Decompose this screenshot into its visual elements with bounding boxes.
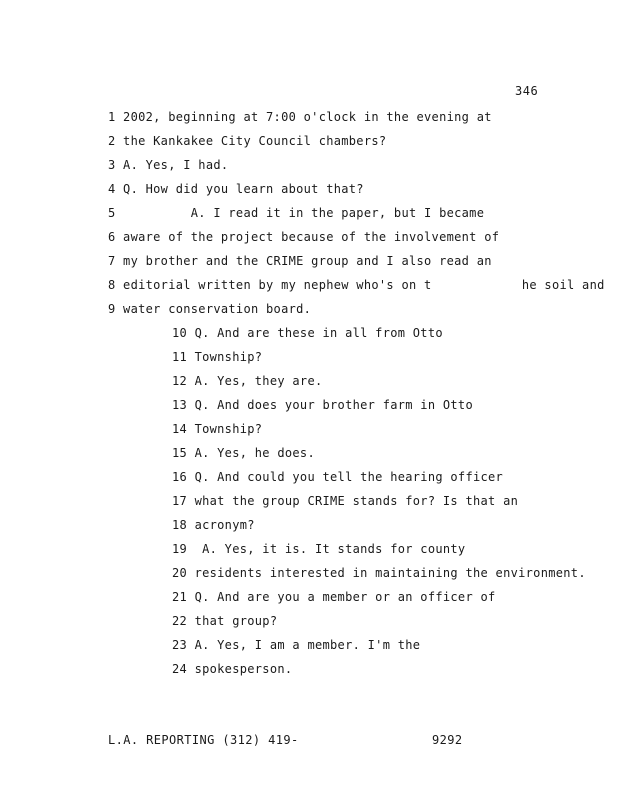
- transcript-line: 15 A. Yes, he does.: [172, 446, 315, 460]
- transcript-line: 7 my brother and the CRIME group and I also read an: [108, 254, 492, 268]
- transcript-line: 21 Q. And are you a member or an officer of: [172, 590, 496, 604]
- transcript-line: 16 Q. And could you tell the hearing officer: [172, 470, 504, 484]
- transcript-line: 1 2002, beginning at 7:00 o'clock in the evening at: [108, 110, 492, 124]
- transcript-line: 10 Q. And are these in all from Otto: [172, 326, 443, 340]
- transcript-line: 24 spokesperson.: [172, 662, 293, 676]
- transcript-line: 19 A. Yes, it is. It stands for county: [172, 542, 466, 556]
- transcript-line: 9 water conservation board.: [108, 302, 312, 316]
- transcript-line: 18 acronym?: [172, 518, 255, 532]
- transcript-line: 14 Township?: [172, 422, 263, 436]
- transcript-line: 23 A. Yes, I am a member. I'm the: [172, 638, 421, 652]
- transcript-line: 2 the Kankakee City Council chambers?: [108, 134, 387, 148]
- transcript-line: 20 residents interested in maintaining the environment.: [172, 566, 586, 580]
- transcript-line: 22 that group?: [172, 614, 278, 628]
- transcript-line: 12 A. Yes, they are.: [172, 374, 323, 388]
- transcript-line: 11 Township?: [172, 350, 263, 364]
- transcript-line: 17 what the group CRIME stands for? Is that an: [172, 494, 519, 508]
- transcript-line: 8 editorial written by my nephew who's on t he soil and: [108, 278, 605, 292]
- page-number: 346: [515, 84, 539, 98]
- footer-phone-suffix: 9292: [432, 733, 463, 747]
- transcript-line: 3 A. Yes, I had.: [108, 158, 229, 172]
- footer-reporter: L.A. REPORTING (312) 419-: [108, 733, 299, 747]
- transcript-line: 5 A. I read it in the paper, but I became: [108, 206, 485, 220]
- transcript-line: 6 aware of the project because of the involvement of: [108, 230, 500, 244]
- transcript-line: 4 Q. How did you learn about that?: [108, 182, 364, 196]
- transcript-line: 13 Q. And does your brother farm in Otto: [172, 398, 473, 412]
